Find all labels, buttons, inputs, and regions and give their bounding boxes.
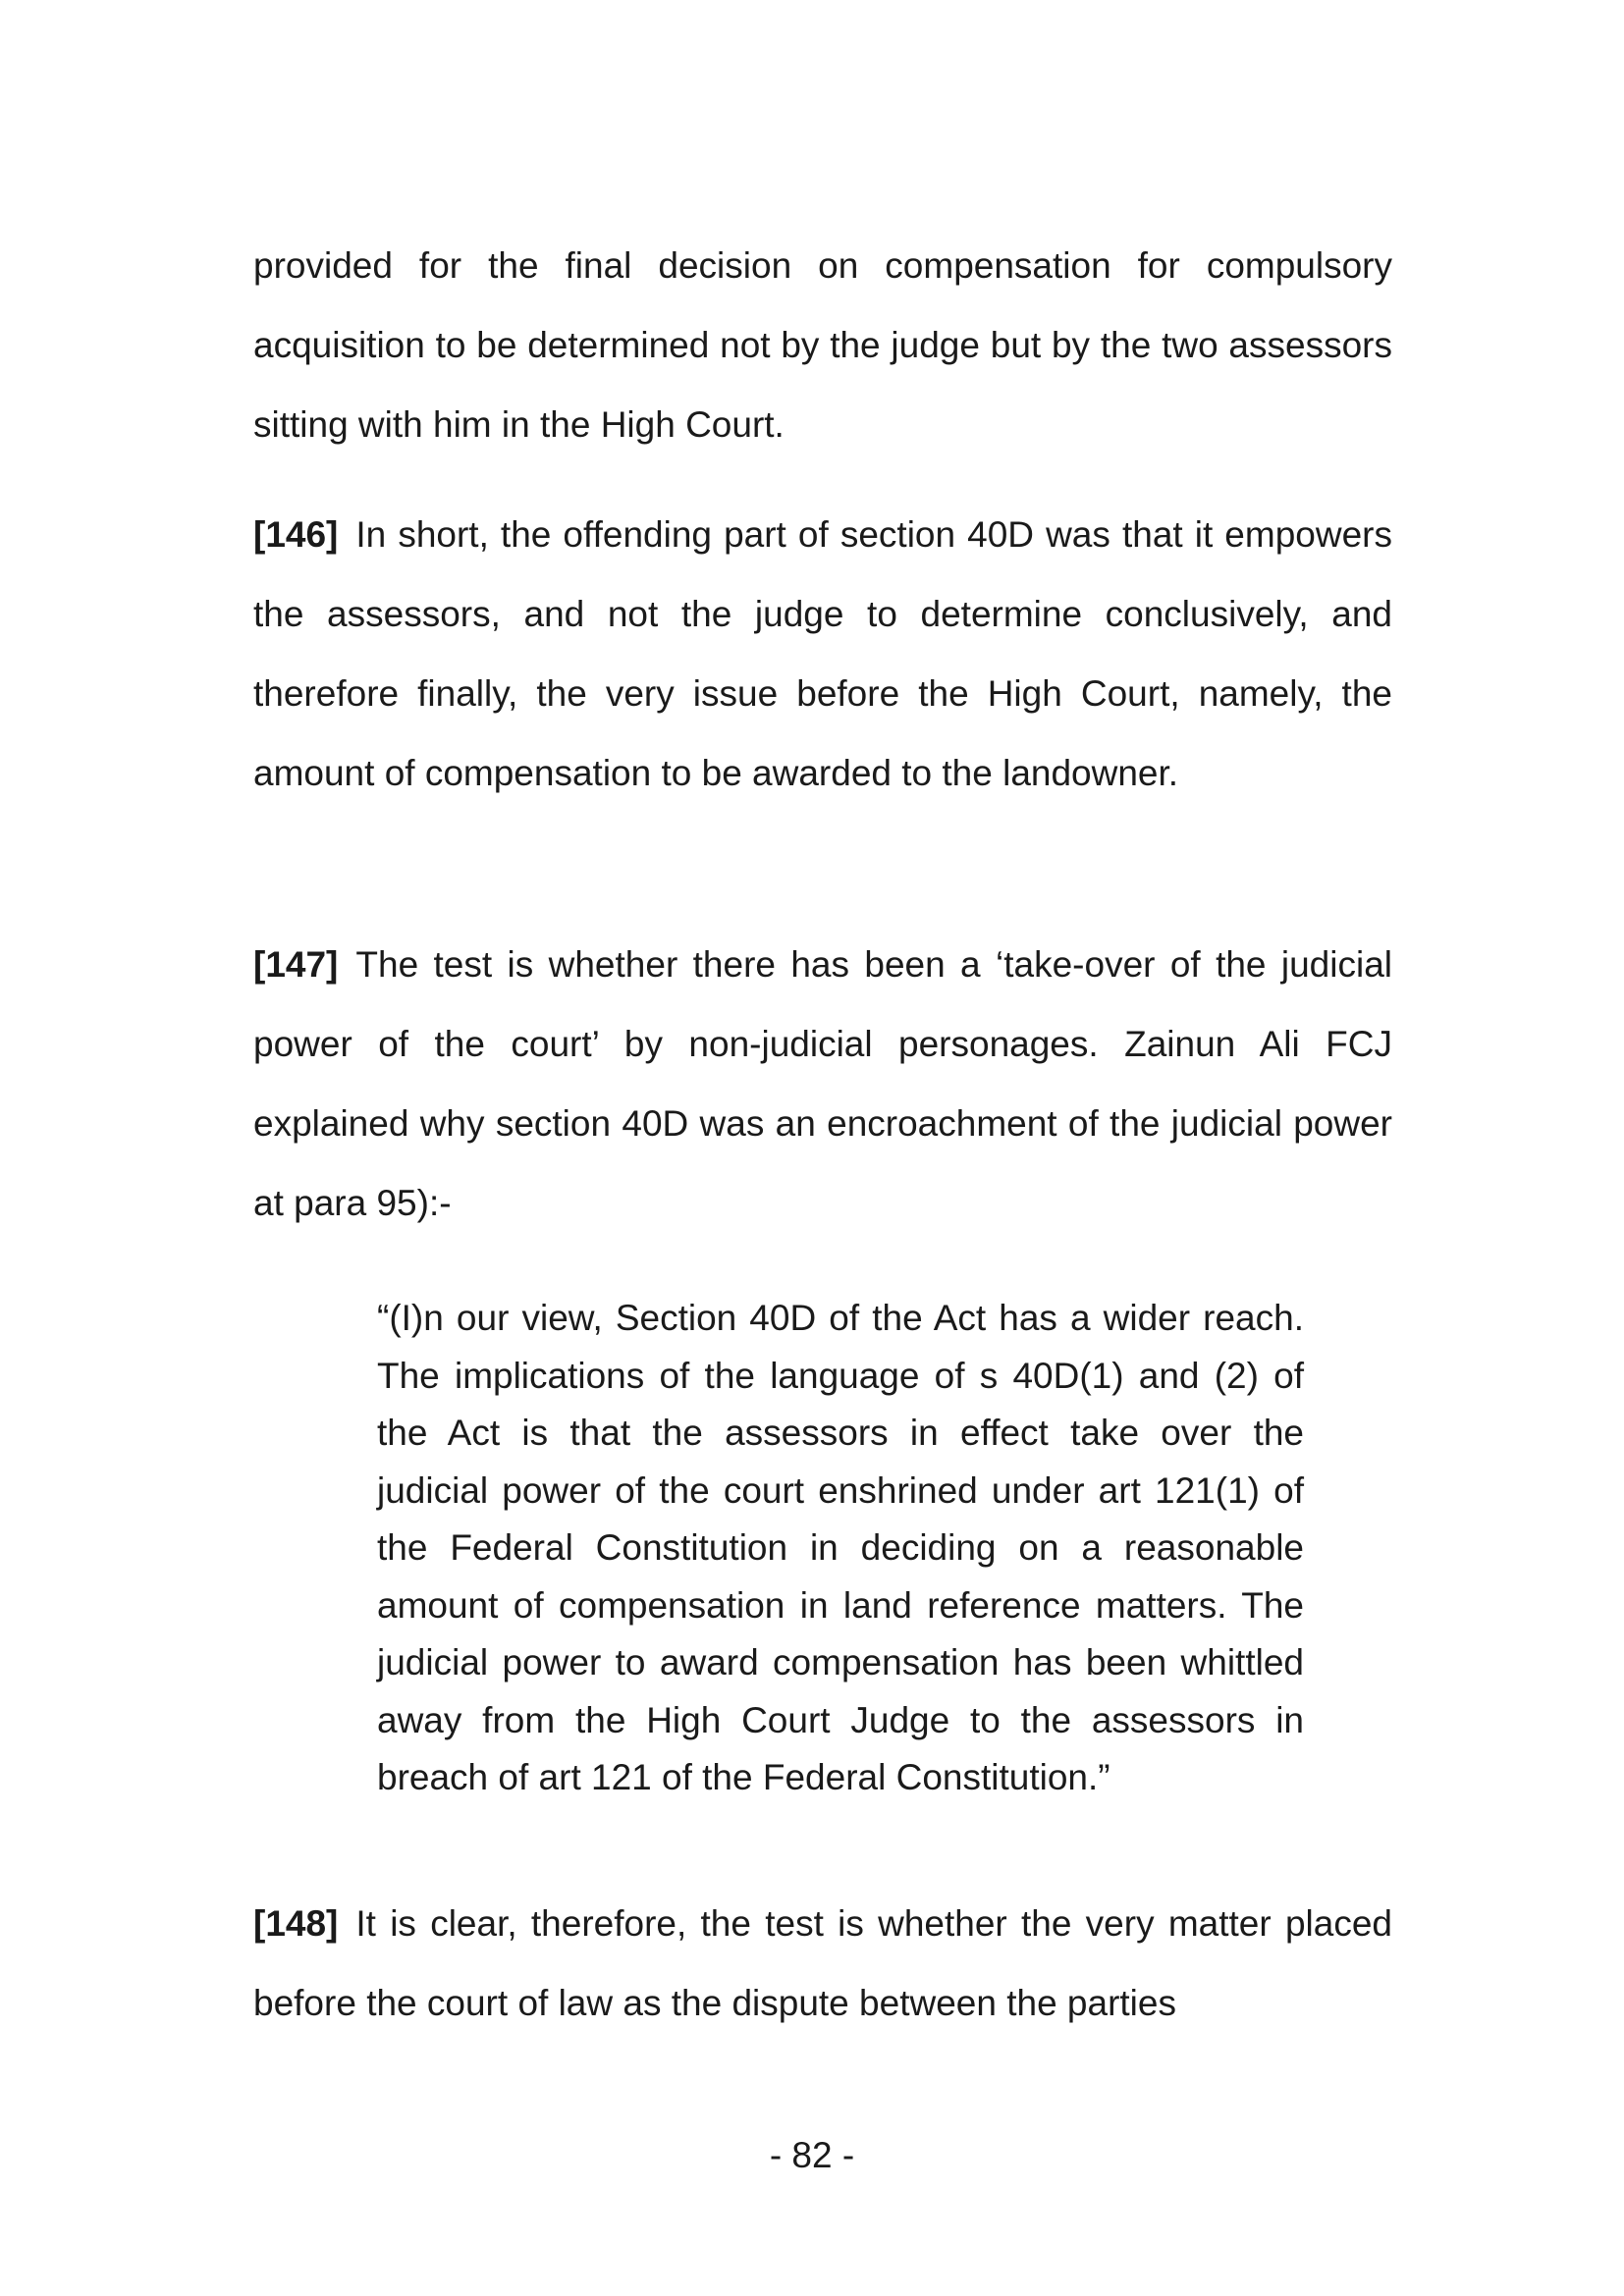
paragraph-146 — [253, 495, 1392, 813]
paragraph-text: It is clear, therefore, the test is whether the very matter placed before the court of law as the dispute between the parties — [253, 1903, 1392, 2023]
paragraph-147 — [253, 925, 1392, 1243]
quote-text: “(I)n our view, Section 40D of the Act has a wider reach. The implications of the language of s 40D(1) and (2) of the Act is that the assessors in effect take over the judicial power of the court enshrined under art 121(1) of the Federal Constitution in deciding on a reasonable amount of compensation in land reference matters. The judicial power to award compensation has been whittled away from the High Court Judge to the assessors in breach of art 121 of the Federal Constitution.” — [377, 1298, 1304, 1797]
paragraph-continued — [253, 226, 1392, 464]
paragraph-148 — [253, 1884, 1392, 2043]
paragraph-number: [146] — [253, 514, 339, 555]
paragraph-text: The test is whether there has been a ‘take-over of the judicial power of the court’ by non-judicial personages. Zainun Ali FCJ explained why section 40D was an encroachment of the judicial power at para 95):- — [253, 944, 1392, 1223]
paragraph-number: [147] — [253, 944, 339, 985]
paragraph-text: In short, the offending part of section 40D was that it empowers the assessors, and not the judge to determine conclusively, and therefore finally, the very issue before the High Court, namely, the amount of compensation to be awarded to the landowner. — [253, 514, 1392, 793]
paragraph-text: provided for the final decision on compensation for compulsory acquisition to be determined not by the judge but by the two assessors sitting with him in the High Court. — [253, 245, 1392, 445]
block-quote — [377, 1290, 1304, 1807]
page-number: - 82 - — [769, 2135, 855, 2175]
paragraph-number: [148] — [253, 1903, 339, 1944]
